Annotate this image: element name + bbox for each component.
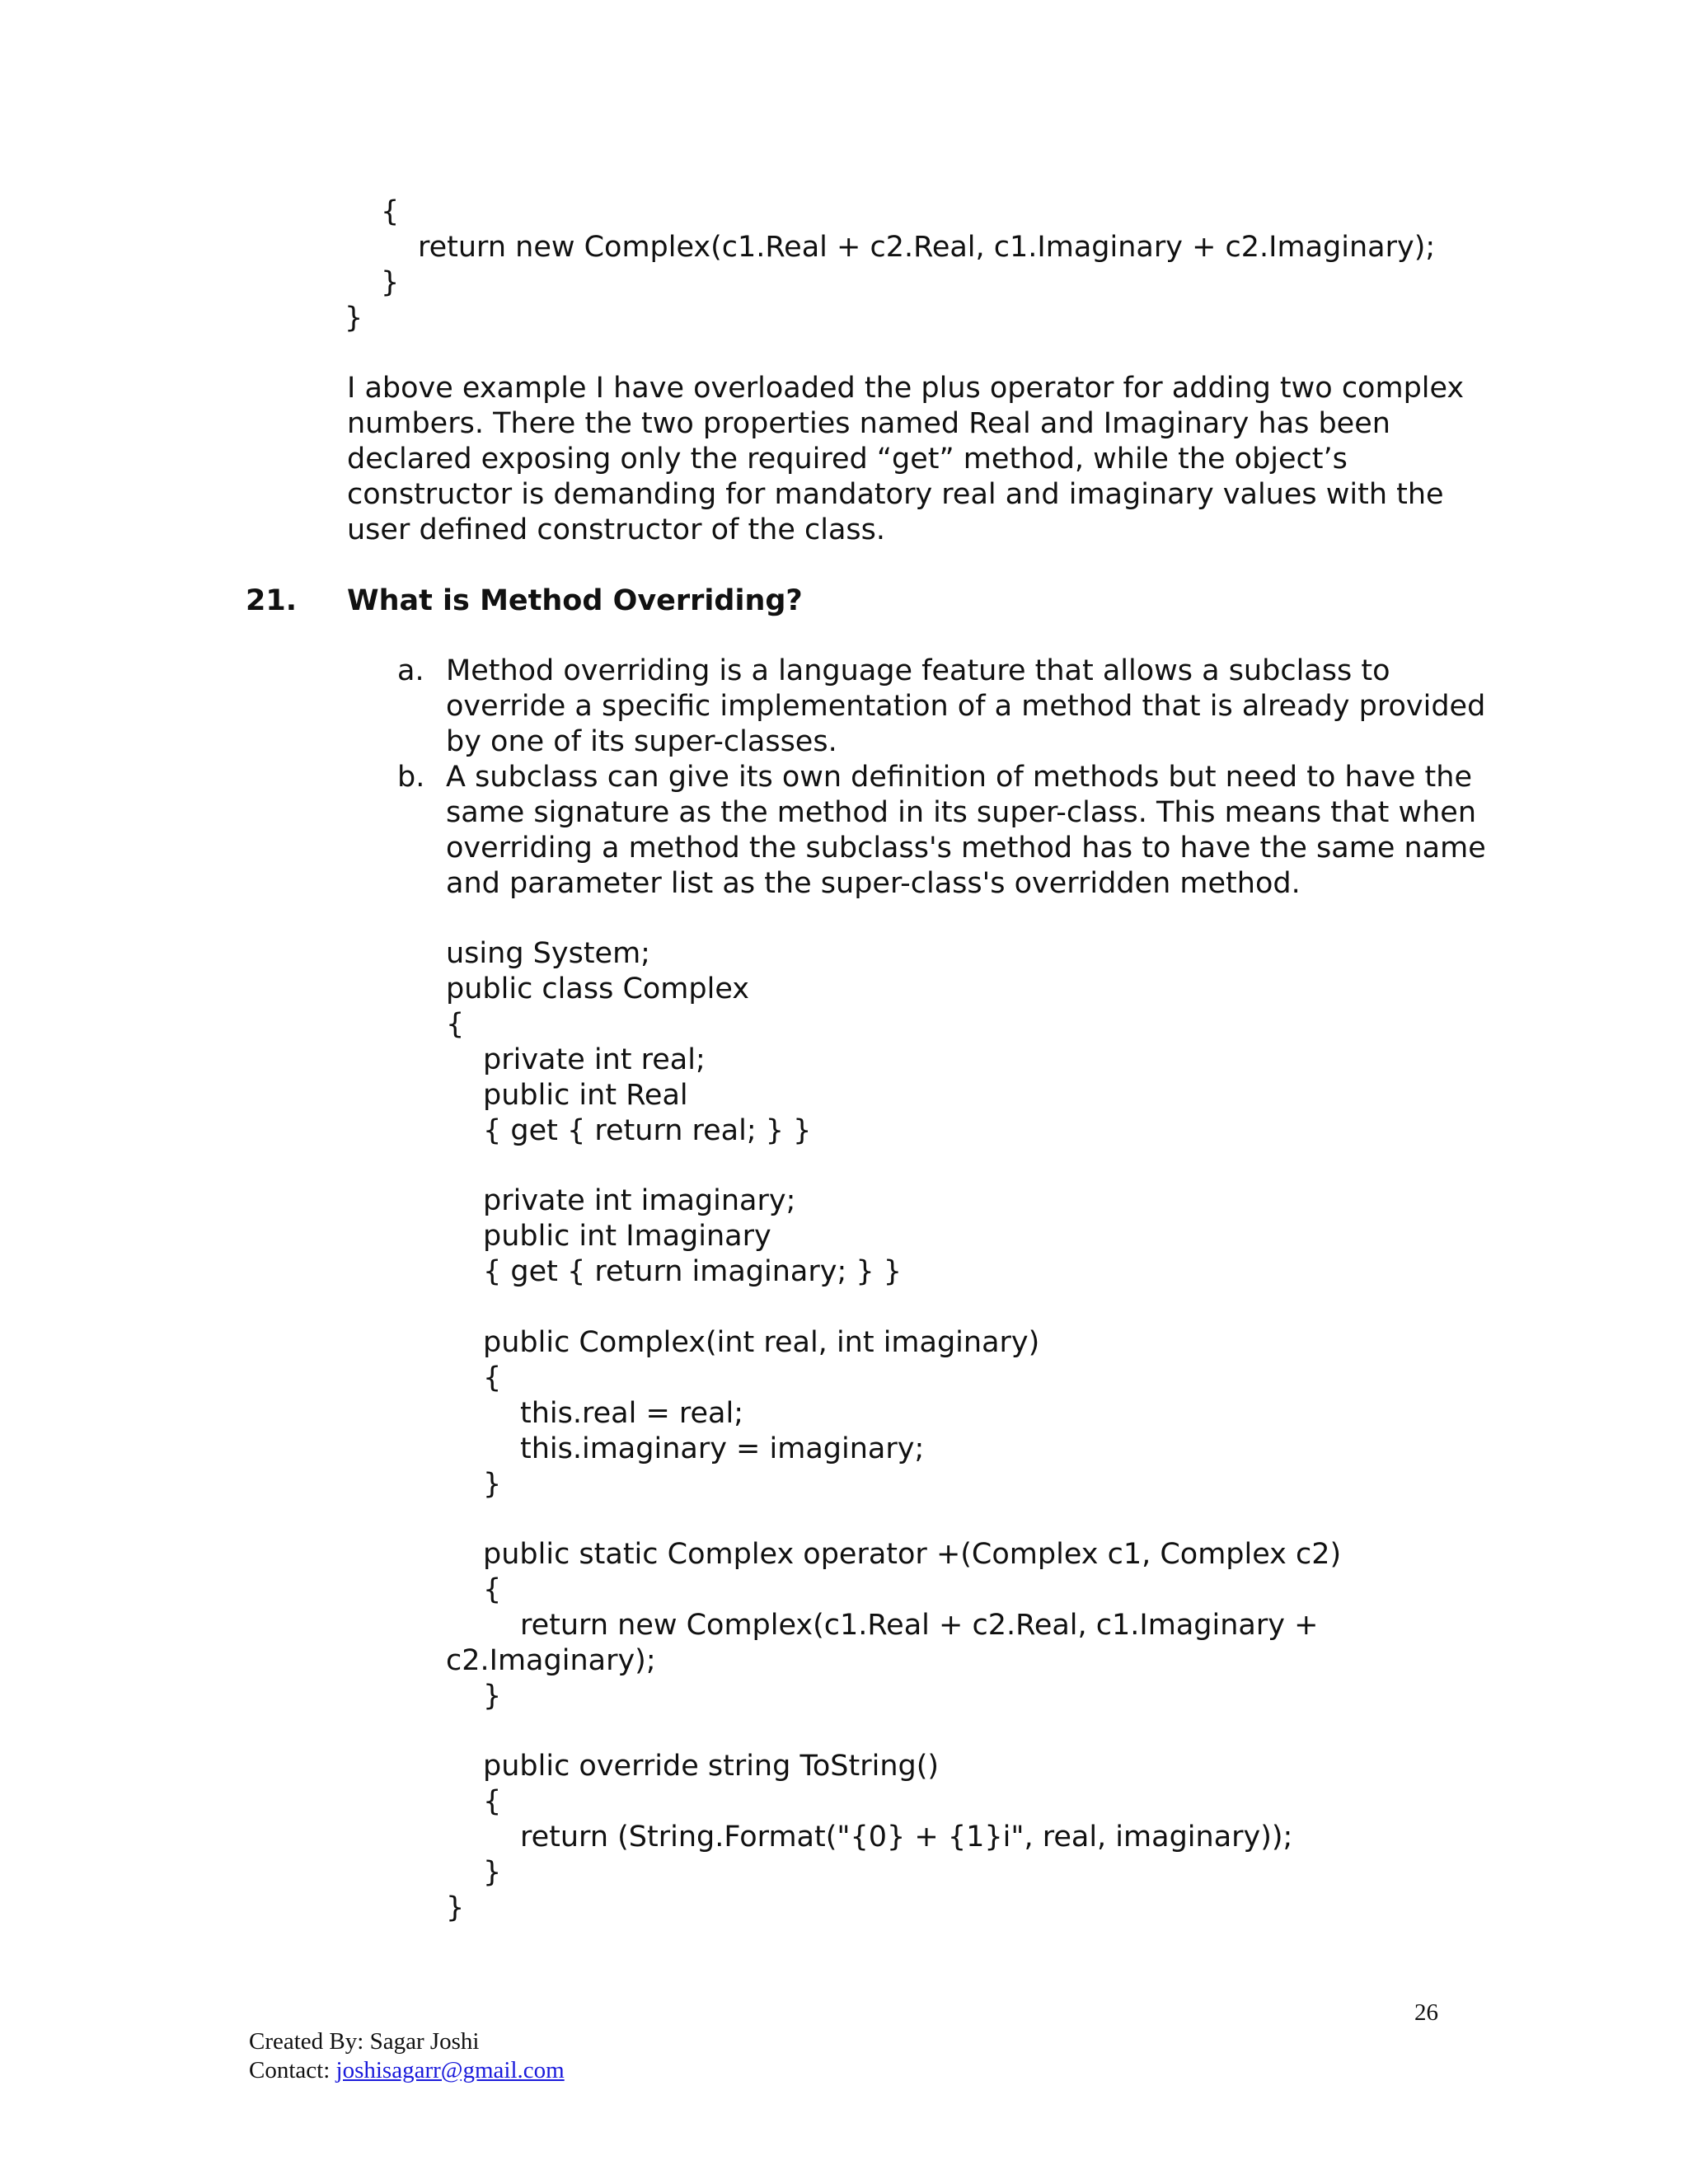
paragraph-line: constructor is demanding for mandatory real and imaginary values with the <box>347 478 1444 511</box>
code-line: } <box>483 1856 502 1889</box>
list-item-line: override a specific implementation of a method that is already provided <box>446 690 1486 723</box>
code-line: public int Real <box>483 1079 688 1112</box>
code-line: public static Complex operator +(Complex c1, Complex c2) <box>483 1538 1342 1571</box>
list-item-line: A subclass can give its own definition of methods but need to have the <box>446 761 1472 794</box>
list-item-line: overriding a method the subclass's method has to have the same name <box>446 832 1486 865</box>
code-line: public override string ToString() <box>483 1750 940 1783</box>
list-item-line: same signature as the method in its super-class. This means that when <box>446 796 1477 829</box>
code-line: this.real = real; <box>520 1397 744 1430</box>
list-item-line: by one of its super-classes. <box>446 725 837 758</box>
list-item-line: and parameter list as the super-class's overridden method. <box>446 867 1301 900</box>
code-line: } <box>345 302 363 335</box>
code-line: private int imaginary; <box>483 1184 796 1217</box>
question-title: What is Method Overriding? <box>347 584 803 617</box>
code-line: return new Complex(c1.Real + c2.Real, c1.Imaginary + <box>520 1609 1319 1642</box>
question-number: 21. <box>246 584 298 617</box>
footer-created-by: Created By: Sagar Joshi <box>249 2028 480 2055</box>
list-item-line: Method overriding is a language feature that allows a subclass to <box>446 654 1390 687</box>
code-line: private int real; <box>483 1043 706 1076</box>
paragraph-line: user defined constructor of the class. <box>347 513 886 546</box>
code-line: { get { return imaginary; } } <box>483 1255 903 1288</box>
code-line: return new Complex(c1.Real + c2.Real, c1.Imaginary + c2.Imaginary); <box>418 231 1436 264</box>
list-marker: b. <box>397 761 425 794</box>
page-number: 26 <box>1414 1999 1438 2026</box>
footer-contact-label: Contact: <box>249 2057 336 2083</box>
code-line: { get { return real; } } <box>483 1114 812 1147</box>
code-line: return (String.Format("{0} + {1}i", real, imaginary)); <box>520 1821 1293 1854</box>
code-line: public Complex(int real, int imaginary) <box>483 1326 1040 1359</box>
code-line: { <box>483 1785 502 1818</box>
code-line: { <box>483 1573 502 1606</box>
list-marker: a. <box>397 654 424 687</box>
code-line: } <box>446 1891 465 1924</box>
code-line: { <box>483 1361 502 1394</box>
code-line: c2.Imaginary); <box>446 1644 656 1677</box>
paragraph-line: I above example I have overloaded the plus operator for adding two complex <box>347 372 1465 405</box>
code-line: using System; <box>446 937 650 970</box>
code-line: } <box>483 1680 502 1713</box>
paragraph-line: declared exposing only the required “get” method, while the object’s <box>347 443 1348 476</box>
code-line: } <box>381 266 400 299</box>
footer-contact <box>249 2056 565 2085</box>
code-line: { <box>446 1008 465 1041</box>
email-link[interactable]: joshisagarr@gmail.com <box>335 2057 565 2083</box>
code-line: public int Imaginary <box>483 1220 771 1253</box>
paragraph-line: numbers. There the two properties named Real and Imaginary has been <box>347 407 1390 440</box>
code-line: { <box>381 195 400 228</box>
code-line: } <box>483 1468 502 1501</box>
code-line: public class Complex <box>446 972 749 1005</box>
code-line: this.imaginary = imaginary; <box>520 1432 925 1465</box>
